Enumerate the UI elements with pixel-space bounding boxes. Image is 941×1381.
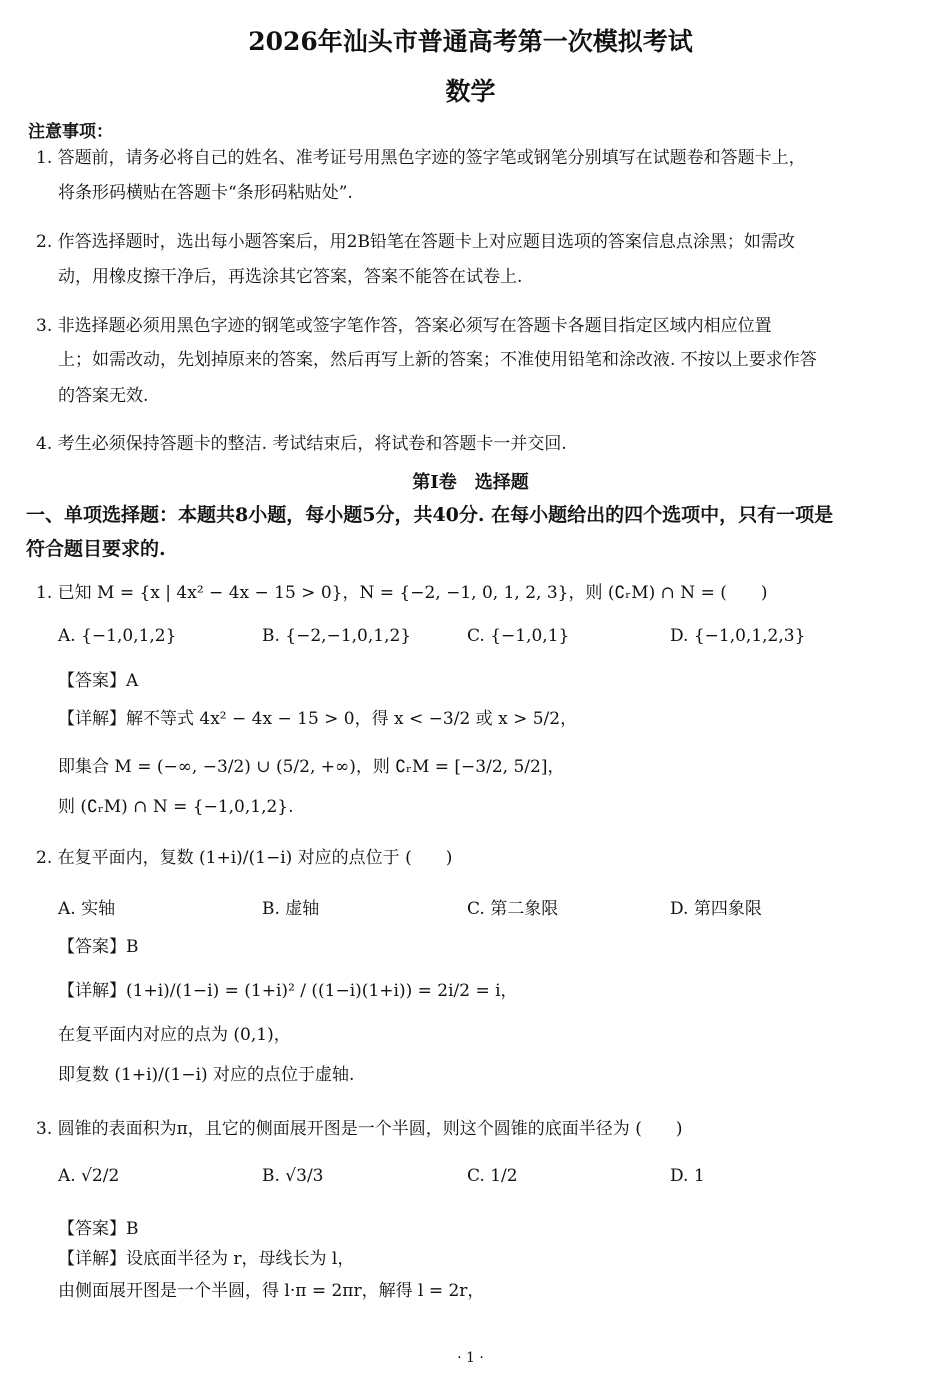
q3-option-b: B. √3/3 [262,1166,324,1186]
q3-option-d: D. 1 [670,1166,705,1186]
q2-answer: 【答案】B [58,937,139,957]
question-1-stem: 1. 已知 M = {x | 4x² − 4x − 15 > 0}，N = {−2, −1, 0, 1, 2, 3}，则 (∁ᵣM) ∩ N = ( ) [36,583,768,603]
question-3-stem: 3. 圆锥的表面积为π，且它的侧面展开图是一个半圆，则这个圆锥的底面半径为 ( ) [36,1119,683,1139]
q3-answer: 【答案】B [58,1219,139,1239]
note-line: 4. 考生必须保持答题卡的整洁. 考试结束后，将试卷和答题卡一并交回. [36,434,567,454]
q1-option-a: A. {−1,0,1,2} [58,626,177,646]
part-heading: 符合题目要求的. [26,538,166,560]
q1-answer: 【答案】A [58,671,139,691]
question-2-stem: 2. 在复平面内，复数 (1+i)/(1−i) 对应的点位于 ( ) [36,848,453,868]
q1-option-b: B. {−2,−1,0,1,2} [262,626,412,646]
q1-option-d: D. {−1,0,1,2,3} [670,626,806,646]
q3-detail-line: 【详解】设底面半径为 r，母线长为 l， [58,1249,355,1269]
part-heading: 一、单项选择题：本题共8小题，每小题5分，共40分. 在每小题给出的四个选项中，只有一项是 [26,504,834,526]
note-line: 2. 作答选择题时，选出每小题答案后，用2B铅笔在答题卡上对应题目选项的答案信息点涂黑；如需改 [36,232,795,252]
note-line: 的答案无效. [58,386,149,406]
q1-detail-line: 【详解】解不等式 4x² − 4x − 15 > 0，得 x < −3/2 或 x > 5/2， [58,709,578,729]
q1-detail-line: 则 (∁ᵣM) ∩ N = {−1,0,1,2}. [58,797,294,817]
q3-detail-line: 由侧面展开图是一个半圆，得 l·π = 2πr，解得 l = 2r， [58,1281,485,1301]
note-line: 3. 非选择题必须用黑色字迹的钢笔或签字笔作答，答案必须写在答题卡各题目指定区域内相应位置 [36,316,772,336]
q3-option-c: C. 1/2 [467,1166,518,1186]
section-title: 第Ⅰ卷 选择题 [412,472,529,493]
note-line: 将条形码横贴在答题卡“条形码粘贴处”. [58,183,353,203]
q2-option-c: C. 第二象限 [467,899,559,919]
q1-option-c: C. {−1,0,1} [467,626,570,646]
note-line: 动，用橡皮擦干净后，再选涂其它答案，答案不能答在试卷上. [58,267,523,287]
q3-option-a: A. √2/2 [58,1166,120,1186]
page-number: · 1 · [457,1350,484,1366]
q2-detail-line: 在复平面内对应的点为 (0,1)， [58,1025,291,1045]
note-line: 1. 答题前，请务必将自己的姓名、准考证号用黑色字迹的签字笔或钢笔分别填写在试题卷和答题卡上， [36,148,806,168]
q1-detail-line: 即集合 M = (−∞, −3/2) ∪ (5/2, +∞)，则 ∁ᵣM = [−3/2, 5/2]， [58,757,565,777]
notes-heading: 注意事项： [28,122,113,142]
q2-option-b: B. 虚轴 [262,899,320,919]
exam-title: 2026年汕头市普通高考第一次模拟考试 [248,27,693,56]
q2-option-d: D. 第四象限 [670,899,762,919]
q2-detail-line: 即复数 (1+i)/(1−i) 对应的点位于虚轴. [58,1065,355,1085]
exam-subject: 数学 [445,77,496,106]
q2-detail-line: 【详解】(1+i)/(1−i) = (1+i)² / ((1−i)(1+i)) = 2i/2 = i， [58,981,518,1001]
q2-option-a: A. 实轴 [58,899,116,919]
note-line: 上；如需改动，先划掉原来的答案，然后再写上新的答案；不准使用铅笔和涂改液. 不按以上要求作答 [58,350,817,370]
